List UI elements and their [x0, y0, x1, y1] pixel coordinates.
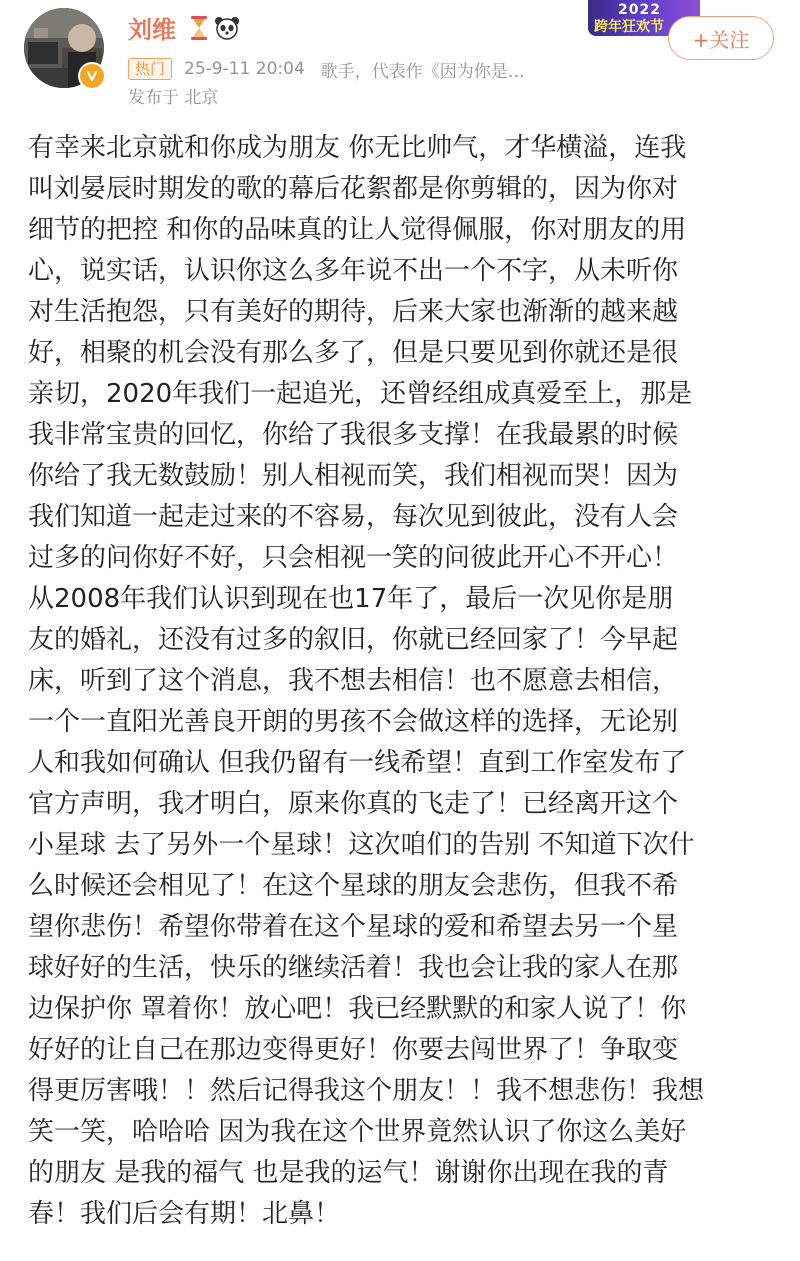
post-text-line: 笑一笑，哈哈哈 因为我在这个世界竟然认识了你这么美好: [28, 1117, 687, 1147]
post-text-line: 么时候还会相见了！在这个星球的朋友会悲伤，但我不希: [28, 871, 679, 901]
post-text-line: 从2008年我们认识到现在也17年了，最后一次见你是朋: [28, 584, 674, 614]
post-text-line: 叫刘晏辰时期发的歌的幕后花絮都是你剪辑的，因为你对: [28, 174, 679, 204]
post-text-line: 人和我如何确认 但我仍留有一线希望！直到工作室发布了: [28, 748, 687, 778]
post-header: [0, 0, 800, 120]
post-time: 25-9-11 20:04: [184, 59, 305, 79]
post-text-line: 心，说实话，认识你这么多年说不出一个不字，从未听你: [28, 256, 679, 286]
hourglass-icon: [190, 15, 208, 45]
post-text-line: 边保护你 罩着你！放心吧！我已经默默的和家人说了！你: [28, 994, 687, 1024]
post-text-line: 小星球 去了另外一个星球！这次咱们的告别 不知道下次什: [28, 830, 695, 860]
post-text-line: 我非常宝贵的回忆，你给了我很多支撑！在我最累的时候: [28, 420, 679, 450]
post-content: [28, 128, 772, 1235]
post-text-line: 球好好的生活，快乐的继续活着！我也会让我的家人在那: [28, 953, 679, 983]
hot-tag: 热门: [128, 58, 172, 80]
post-text-line: 亲切，2020年我们一起追光，还曾经组成真爱至上，那是: [28, 379, 693, 409]
post-text-line: 一个一直阳光善良开朗的男孩不会做这样的选择，无论别: [28, 707, 679, 737]
post-text-line: 有幸来北京就和你成为朋友 你无比帅气，才华横溢，连我: [28, 133, 687, 163]
panda-icon: [214, 15, 240, 45]
post-text-line: 床，听到了这个消息，我不想去相信！也不愿意去相信，: [28, 666, 679, 696]
post-text-line: 对生活抱怨，只有美好的期待，后来大家也渐渐的越来越: [28, 297, 679, 327]
user-name[interactable]: 刘维: [128, 16, 176, 44]
post-meta: [128, 56, 525, 82]
post-text-line: 细节的把控 和你的品味真的让人觉得佩服，你对朋友的用: [28, 215, 687, 245]
verified-badge-icon: [78, 62, 106, 90]
post-text-line: 官方声明，我才明白，原来你真的飞走了！已经离开这个: [28, 789, 679, 819]
post-text-line: 好，相聚的机会没有那么多了，但是只要见到你就还是很: [28, 338, 679, 368]
post-text-line: 望你悲伤！希望你带着在这个星球的爱和希望去另一个星: [28, 912, 679, 942]
name-badges: [190, 16, 240, 44]
post-text-line: 友的婚礼，还没有过多的叙旧，你就已经回家了！今早起: [28, 625, 679, 655]
banner-title: 跨年狂欢节: [594, 19, 664, 35]
post-text-line: 得更厉害哦！！然后记得我这个朋友！！我不想悲伤！我想: [28, 1076, 705, 1106]
post-text-line: 的朋友 是我的福气 也是我的运气！谢谢你出现在我的青: [28, 1158, 669, 1188]
post-text-line: 过多的问你好不好，只会相视一笑的问彼此开心不开心！: [28, 543, 679, 573]
banner-year: 2022: [618, 2, 661, 18]
user-description: 歌手，代表作《因为你是…: [320, 61, 525, 82]
post-text-line: 好好的让自己在那边变得更好！你要去闯世界了！争取变: [28, 1035, 679, 1065]
post-location: 发布于 北京: [128, 88, 219, 108]
post-text-line: 你给了我无数鼓励！别人相视而笑，我们相视而哭！因为: [28, 461, 679, 491]
avatar[interactable]: [24, 8, 104, 88]
post-text-line: 我们知道一起走过来的不容易，每次见到彼此，没有人会: [28, 502, 679, 532]
follow-button[interactable]: +关注: [668, 16, 774, 60]
post-text-line: 春！我们后会有期！北鼻！: [28, 1199, 341, 1229]
